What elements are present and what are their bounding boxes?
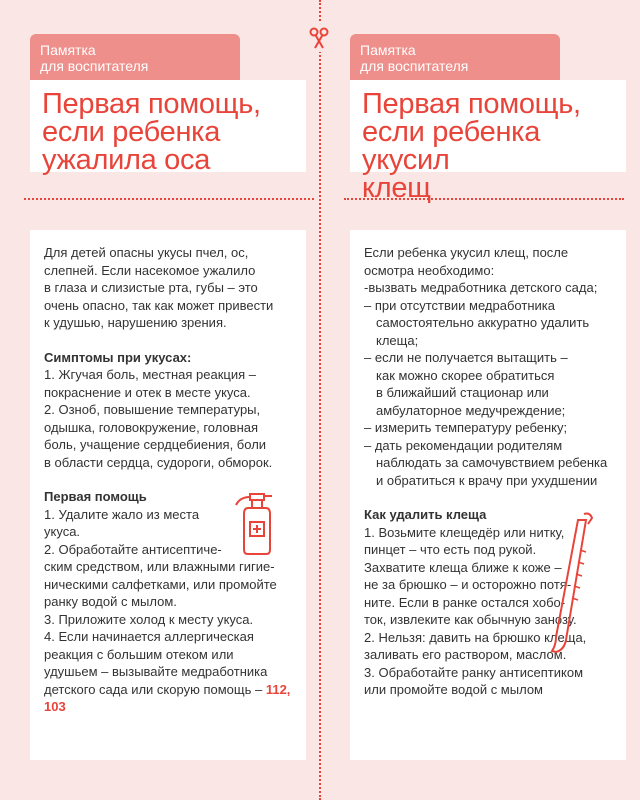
intro-text: Если ребенка укусил клещ, после осмотра необходимо: -вызвать медработника детского сада; <box>364 245 598 295</box>
first-aid-list: 1. Удалите жало из места укуса. 2. Обработайте антисептиче- ским средством, или влажными гигие- ническими салфетками, или промойте ранку водой с мылом. 3. Приложите холод к месту укуса. 4. Если начинается аллергическая реакция с большим отеком или удушьем – вызывайте медработника детского сада или скорую помощь – 112, 103 <box>44 506 291 714</box>
steps-list: – при отсутствии медработника самостоятельно аккуратно удалить клеща; – если не получается вытащить – как можно скорее обратиться в ближайший стационар или амбулаторное медучреждение; – измерить температуру ребенку; – дать рекомендации родителям наблюдать за самочувствием ребенка и обратиться к врачу при ухудшении <box>364 297 608 488</box>
section-heading: Симптомы при укусах: <box>44 349 192 365</box>
dotted-separator <box>24 198 314 200</box>
page-title: Первая помощь, если ребенка укусил клещ <box>362 88 581 204</box>
content-box <box>350 230 626 760</box>
memo-card-tick <box>330 0 630 800</box>
dotted-separator <box>344 198 624 200</box>
tweezers-icon <box>540 510 600 665</box>
title-box <box>30 80 306 176</box>
memo-label: Памятка для воспитателя <box>30 34 240 94</box>
emergency-phone: 112, <box>265 681 291 697</box>
symptoms-list: 1. Жгучая боль, местная реакция – покраснение и отек в месте укуса. 2. Озноб, повышение температуры, одышка, головокружение, головная боль, учащение сердцебиения, боли в области сердца, судороги, обморок. <box>44 367 273 470</box>
intro-text: Для детей опасны укусы пчел, ос, слепней. Если насекомое ужалило в глаза и слизистые рта, губы – это очень опасно, так как может привести к удушью, нарушению зрения. <box>44 245 274 330</box>
memo-label: Памятка для воспитателя <box>350 34 560 94</box>
section-heading: Первая помощь <box>44 489 147 504</box>
emergency-phone: 103 <box>44 699 66 714</box>
cut-line <box>319 0 321 800</box>
memo-card-wasp <box>10 0 310 800</box>
spray-bottle-icon <box>224 488 280 563</box>
section-heading: Как удалить клеща <box>364 507 487 522</box>
title-box <box>350 80 626 204</box>
page-title: Первая помощь, если ребенка ужалила оса <box>42 88 261 176</box>
tick-removal-list: 1. Возьмите клещедёр или нитку, пинцет – что есть под рукой. Захватите клеща ближе к коже – не за брюшко – и осторожно потя- ните. Если в ранке остался хобо- ток, извлеките как обычную занозу. 2. Нельзя: давить на брюшко клеща, заливать его раствором, маслом. 3. Обработайте ранку антисептиком или промойте водой с мылом <box>364 524 587 697</box>
